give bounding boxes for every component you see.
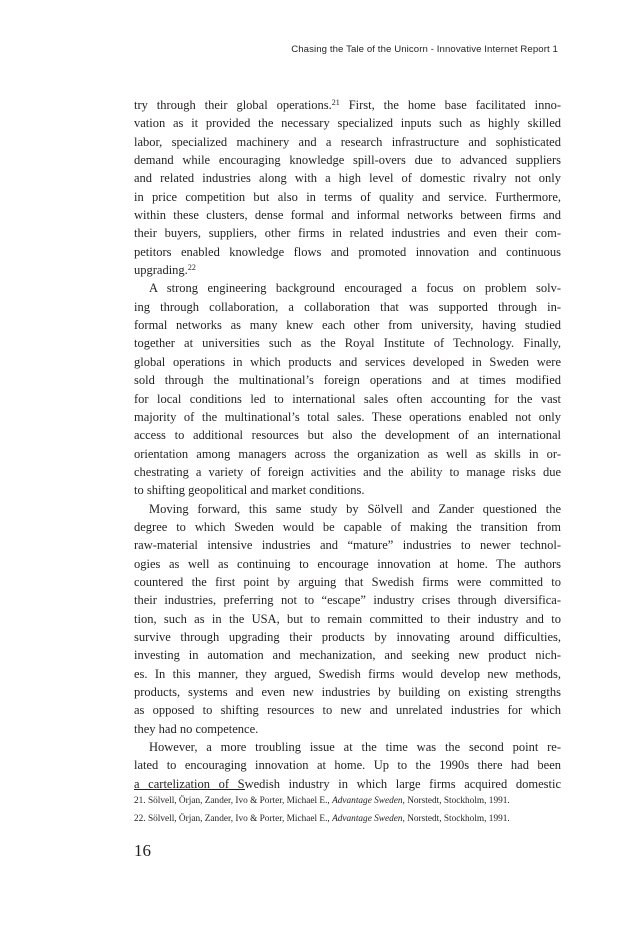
text-line: to shifting geopolitical and market conditions. — [134, 483, 365, 498]
footnote-title: Advantage Sweden — [332, 796, 403, 806]
text-line: sold through the multinational’s foreign operations and at times modified — [134, 373, 561, 388]
text-line: raw-material intensive industries and “mature” industries to newer technol- — [134, 538, 561, 553]
running-header: Chasing the Tale of the Unicorn - Innovative Internet Report 1 — [291, 44, 558, 55]
text-line: vation as it provided the necessary specialized inputs such as highly skilled — [134, 116, 561, 131]
text-line: degree to which Sweden would be capable of making the transition from — [134, 519, 561, 534]
text-line: access to additional resources but also the development of an international — [134, 428, 561, 443]
text-line: within these clusters, dense formal and informal networks between firms and — [134, 208, 561, 223]
paragraph-4 — [134, 738, 561, 793]
text-line: ogies as well as continuing to encourage innovation at home. The authors — [134, 556, 561, 571]
paragraph-3 — [134, 500, 561, 738]
text-line: try through their global operations.$^{21}$ First, the home base facilitated inno- — [134, 98, 561, 112]
text-line: labor, specialized machinery and a research infrastructure and sophisticated — [134, 134, 561, 149]
body-text — [134, 96, 561, 793]
text-line: petitors enabled knowledge flows and promoted innovation and continuous — [134, 244, 561, 259]
text-line: as opposed to shifting resources to new and unrelated industries for which — [134, 703, 561, 718]
text-line: countered the first point by arguing that Swedish firms were committed to — [134, 574, 561, 589]
text-line: However, a more troubling issue at the time was the second point re- — [149, 740, 561, 755]
text-line: tion, such as in the USA, but to remain committed to their industry and to — [134, 611, 561, 626]
text-line: their buyers, suppliers, other firms in related industries and even their com- — [134, 226, 561, 241]
text-line: Moving forward, this same study by Sölvell and Zander questioned the — [149, 501, 561, 516]
text-line: global operations in which products and services developed in Sweden were — [134, 354, 561, 369]
footnote-ref-21: 21 — [331, 98, 340, 107]
footnote-title: Advantage Sweden — [332, 813, 403, 824]
text-line: and related industries along with a high level of domestic rivalry not only — [134, 171, 561, 186]
footnote-ref-22: 22 — [187, 263, 196, 273]
text-line: a cartelization of Swedish industry in which large firms acquired domestic — [134, 776, 561, 791]
paragraph-2 — [134, 279, 561, 499]
text-line: survive through upgrading their products by innovating around difficulties, — [134, 629, 561, 644]
text-line: investing in automation and mechanization, and seeking new product nich- — [134, 648, 561, 663]
page-number: 16 — [134, 841, 151, 860]
text-line: A strong engineering background encouraged a focus on problem solv- — [149, 281, 561, 296]
text-line: orientation among managers across the organization as well as skills in or- — [134, 446, 561, 461]
text-line: products, systems and even new industries by building on existing strengths — [134, 685, 561, 699]
text-line: demand while encouraging knowledge spill-overs due to advanced suppliers — [134, 153, 561, 168]
text-line: together at universities such as the Royal Institute of Technology. Finally, — [134, 336, 561, 351]
text-line: formal networks as many knew each other from university, having studied — [134, 318, 561, 333]
footnotes — [134, 793, 564, 828]
text-line: majority of the multinational’s total sales. These operations enabled not only — [134, 409, 561, 424]
text-line: lated to encouraging innovation at home. Up to the 1990s there had been — [134, 758, 561, 773]
footnote-21: 21. Sölvell, Örjan, Zander, Ivo & Porter, Michael E., Advantage Sweden, Norstedt, Stockholm, 1991. — [134, 796, 510, 806]
text-line: upgrading.$^{22}$ — [134, 263, 196, 278]
text-line: they had no competence. — [134, 721, 259, 736]
paragraph-1 — [134, 96, 561, 279]
text-line: their industries, preferring not to “escape” industry crises through diversifica- — [134, 593, 561, 608]
footnote-22: 22. Sölvell, Örjan, Zander, Ivo & Porter, Michael E., Advantage Sweden, Norstedt, Stockholm, 1991. — [134, 813, 510, 824]
text-line: for local conditions led to international sales often accounting for the vast — [134, 391, 561, 406]
text-line: in price competition but also in terms of quality and service. Furthermore, — [134, 189, 561, 204]
text-line: chestrating a variety of foreign activities and the ability to manage risks due — [134, 464, 561, 479]
footnote-divider — [134, 789, 245, 790]
text-line: es. In this manner, they argued, Swedish firms would develop new methods, — [134, 666, 561, 681]
text-line: ing through collaboration, a collaboration that was supported through in- — [134, 299, 561, 314]
